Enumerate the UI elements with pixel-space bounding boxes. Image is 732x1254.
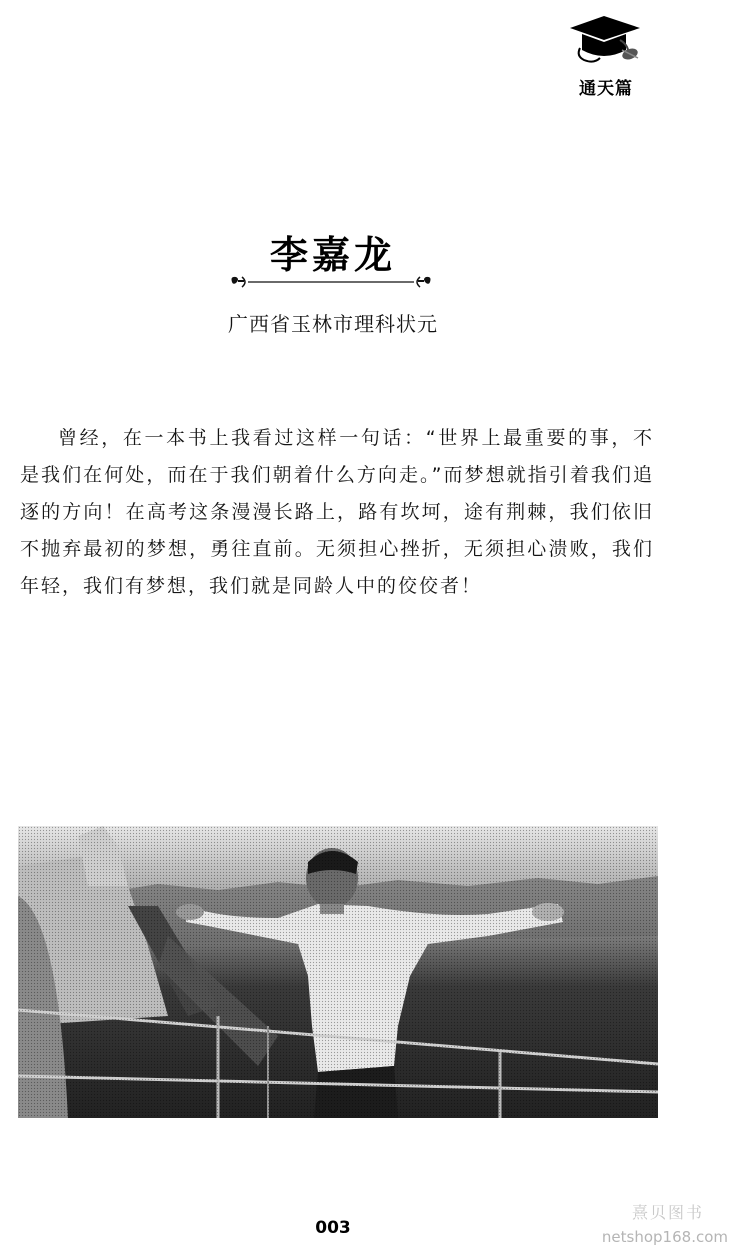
watermark-brand: 熹贝图书 <box>631 1203 704 1222</box>
article-subtitle: 广西省玉林市理科状元 <box>228 312 438 336</box>
page-number: 003 <box>315 1218 351 1238</box>
section-label: 通天篇 <box>579 79 633 99</box>
ornamental-divider-icon <box>228 274 434 290</box>
section-badge <box>566 10 646 99</box>
article-body: 曾经，在一本书上我看过这样一句话：“世界上最重要的事，不是我们在何处，而在于我们朝着什么方向走。”而梦想就指引着我们追逐的方向！在高考这条漫漫长路上，路有坎坷，途有荆棘，我们依旧不抛弃最初的梦想，勇往直前。无须担心挫折，无须担心溃败，我们年轻，我们有梦想，我们就是同龄人中的佼佼者！ <box>20 427 654 597</box>
watermark-url: netshop168.com <box>601 1228 728 1246</box>
graduation-cap-icon <box>566 10 646 74</box>
article-title: 李嘉龙 <box>269 232 396 277</box>
person-with-arms-outstretched-photo <box>18 826 658 1118</box>
